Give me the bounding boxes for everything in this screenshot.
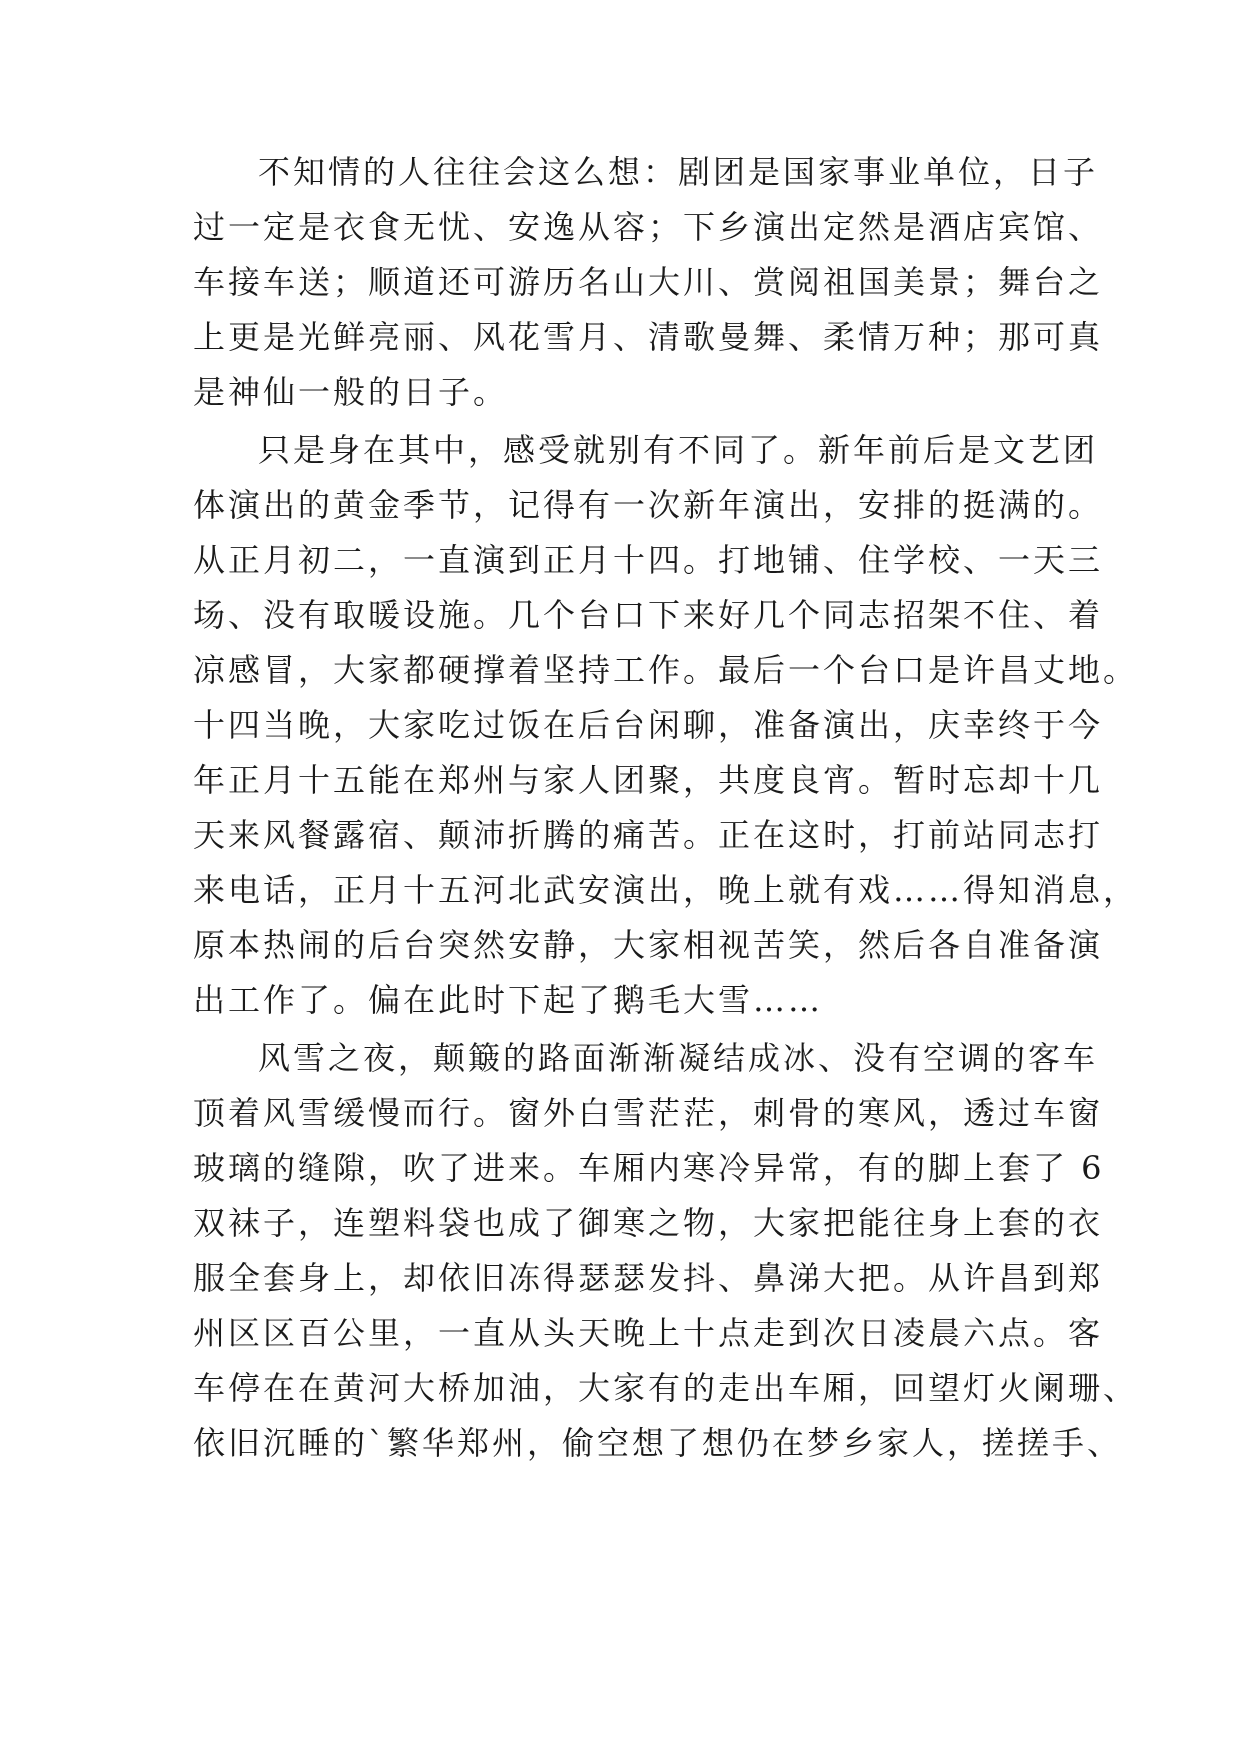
paragraph-3-line-1: 风雪之夜，颠簸的路面渐渐凝结成冰、没有空调的客车 xyxy=(258,1039,1099,1077)
paragraph-1-line-5: 是神仙一般的日子。 xyxy=(193,373,509,411)
paragraph-1-line-1: 不知情的人往往会这么想：剧团是国家事业单位，日子 xyxy=(258,153,1099,191)
paragraph-3-line-8: 依旧沉睡的`繁华郑州，偷空想了想仍在梦乡家人，搓搓手、 xyxy=(193,1424,1123,1462)
paragraph-2-line-8: 天来风餐露宿、颠沛折腾的痛苦。正在这时，打前站同志打 xyxy=(193,816,1104,854)
paragraph-2-line-5: 凉感冒，大家都硬撑着坚持工作。最后一个台口是许昌丈地。 xyxy=(193,651,1139,689)
paragraph-3-line-4: 双袜子，连塑料袋也成了御寒之物，大家把能往身上套的衣 xyxy=(193,1204,1104,1242)
paragraph-1-line-4: 上更是光鲜亮丽、风花雪月、清歌曼舞、柔情万种；那可真 xyxy=(193,318,1104,356)
paragraph-2-line-7: 年正月十五能在郑州与家人团聚，共度良宵。暂时忘却十几 xyxy=(193,761,1104,799)
paragraph-1-line-2: 过一定是衣食无忧、安逸从容；下乡演出定然是酒店宾馆、 xyxy=(193,208,1104,246)
paragraph-3-line-7: 车停在在黄河大桥加油，大家有的走出车厢，回望灯火阑珊、 xyxy=(193,1369,1139,1407)
paragraph-2-line-11: 出工作了。偏在此时下起了鹅毛大雪…… xyxy=(193,981,824,1019)
paragraph-2-line-3: 从正月初二，一直演到正月十四。打地铺、住学校、一天三 xyxy=(193,541,1104,579)
paragraph-3-line-5: 服全套身上，却依旧冻得瑟瑟发抖、鼻涕大把。从许昌到郑 xyxy=(193,1259,1104,1297)
paragraph-2-line-4: 场、没有取暖设施。几个台口下来好几个同志招架不住、着 xyxy=(193,596,1104,634)
paragraph-2-line-1: 只是身在其中，感受就别有不同了。新年前后是文艺团 xyxy=(258,431,1099,469)
paragraph-3-line-2: 顶着风雪缓慢而行。窗外白雪茫茫，刺骨的寒风，透过车窗 xyxy=(193,1094,1104,1132)
paragraph-2-line-10: 原本热闹的后台突然安静，大家相视苦笑，然后各自准备演 xyxy=(193,926,1104,964)
paragraph-2-line-2: 体演出的黄金季节，记得有一次新年演出，安排的挺满的。 xyxy=(193,486,1104,524)
paragraph-2-line-6: 十四当晚，大家吃过饭在后台闲聊，准备演出，庆幸终于今 xyxy=(193,706,1104,744)
paragraph-3-line-6: 州区区百公里，一直从头天晚上十点走到次日凌晨六点。客 xyxy=(193,1314,1104,1352)
paragraph-3-line-3: 玻璃的缝隙，吹了进来。车厢内寒冷异常，有的脚上套了 6 xyxy=(193,1149,1105,1187)
paragraph-1-line-3: 车接车送；顺道还可游历名山大川、赏阅祖国美景；舞台之 xyxy=(193,263,1104,301)
paragraph-2-line-9: 来电话，正月十五河北武安演出，晚上就有戏……得知消息， xyxy=(193,871,1139,909)
